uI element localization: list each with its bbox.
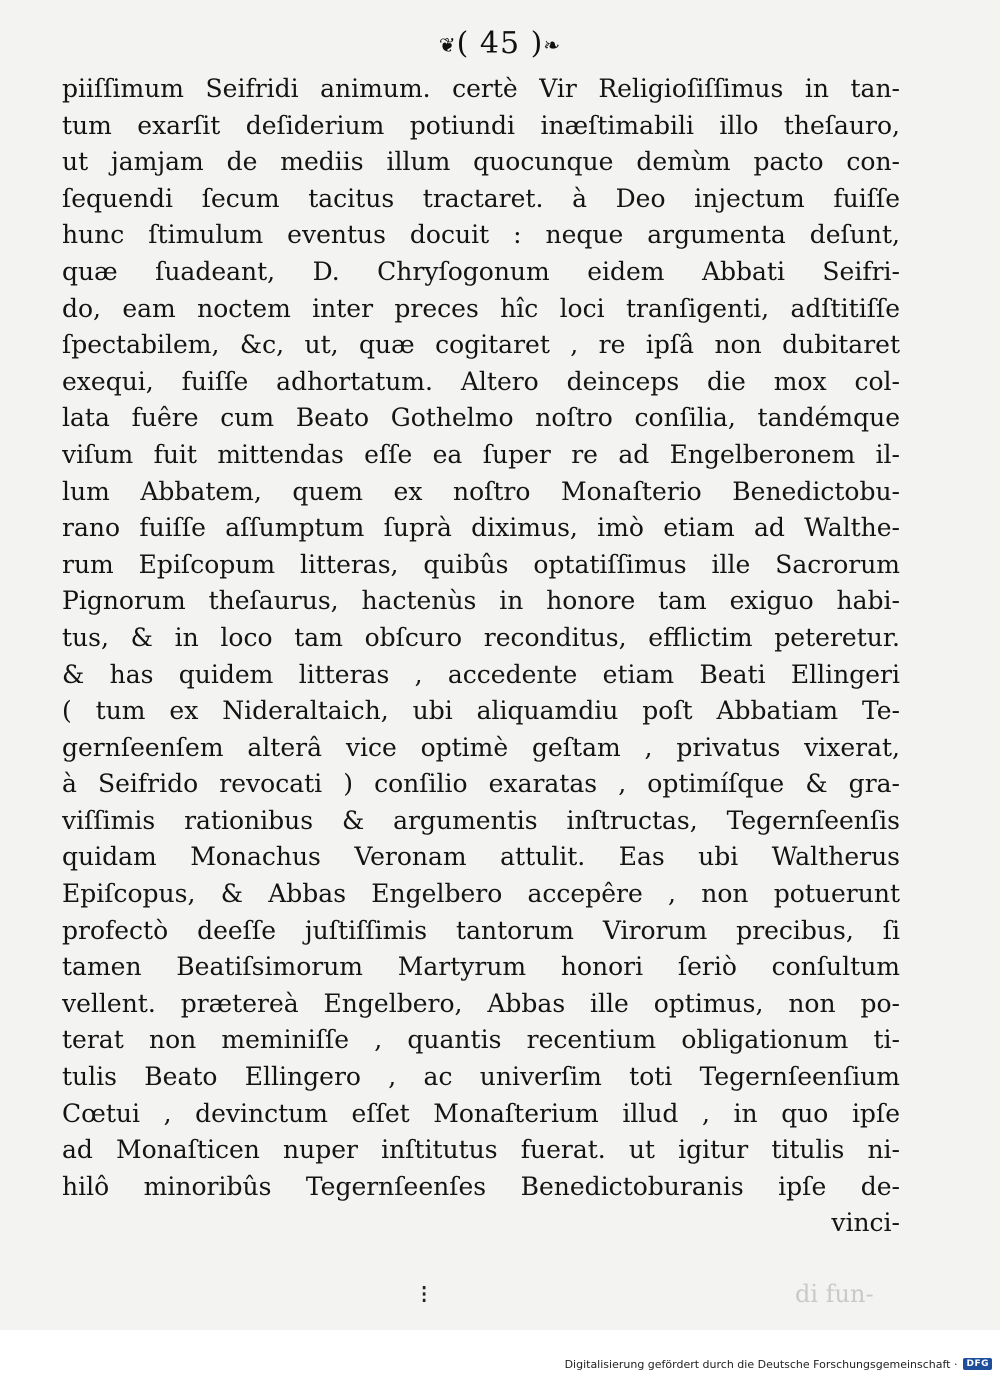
text-line: profectò deeſſe juſtiſſimis tantorum Virorum precibus, ſi — [62, 915, 900, 945]
text-line: ut jamjam de mediis illum quocunque demùm pacto con- — [62, 147, 900, 177]
text-line: hilô minoribûs Tegernſeenſes Benedictoburanis ipſe de- — [62, 1171, 900, 1201]
text-line: do, eam noctem inter preces hîc loci tranſigenti, adſtitiſſe — [62, 293, 900, 323]
text-line: vellent. prætereà Engelbero, Abbas ille optimus, non po- — [62, 988, 900, 1018]
text-line: tulis Beato Ellingero , ac univerſim toti Tegernſeenſium — [62, 1062, 900, 1092]
text-line: rano fuiſſe aſſumptum ſuprà diximus, imò etiam ad Walthe- — [62, 513, 900, 543]
text-line: lum Abbatem, quem ex noſtro Monaſterio Benedictobu- — [62, 476, 900, 506]
text-line: Cœtui , devinctum eſſet Monaſterium illud , in quo ipſe — [62, 1098, 900, 1128]
text-line: piiſſimum Seifridi animum. certè Vir Religioſiſſimus in tan- — [62, 74, 900, 103]
text-line: ( tum ex Nideraltaich, ubi aliquamdiu poſt Abbatiam Te- — [62, 696, 900, 726]
page-number: ( 45 ) — [456, 26, 544, 61]
text-line: gernſeenſem alterâ vice optimè geſtam , privatus vixerat, — [62, 732, 900, 762]
text-line: tus, & in loco tam obſcuro reconditus, efflictim peteretur. — [62, 622, 900, 652]
text-line: ſpectabilem, &c, ut, quæ cogitaret , re ipſâ non dubitaret — [62, 330, 900, 360]
text-line: tum exarſit deſiderium potiundi inæſtimabili illo theſauro, — [62, 110, 900, 140]
text-line: à Seifrido revocati ) conſilio exaratas , optimíſque & gra- — [62, 769, 900, 799]
text-line: viſſimis rationibus & argumentis inſtructas, Tegernſeenſis — [62, 805, 900, 835]
right-ornament-icon: ❧ — [543, 33, 562, 57]
text-line: & has quidem litteras , accedente etiam Beati Ellingeri — [62, 659, 900, 689]
left-ornament-icon: ❦ — [438, 33, 457, 57]
text-line: lata fuêre cum Beato Gothelmo noſtro conſilia, tandémque — [62, 403, 900, 433]
bleed-through-right: di fun- — [795, 1280, 874, 1308]
body-text — [62, 71, 900, 1242]
text-line: hunc ſtimulum eventus docuit : neque argumenta deſunt, — [62, 220, 900, 250]
text-line: rum Epiſcopum litteras, quibûs optatiſſimus ille Sacrorum — [62, 549, 900, 579]
catchword: vinci- — [831, 1208, 900, 1238]
text-line: Epiſcopus, & Abbas Engelbero accepêre , non potuerunt — [62, 879, 900, 909]
text-line: Pignorum theſaurus, hactenùs in honore tam exiguo habi- — [62, 586, 900, 616]
text-line: terat non meminiſſe , quantis recentium obligationum ti- — [62, 1025, 900, 1055]
credit-text: Digitalisierung gefördert durch die Deutsche Forschungsgemeinschaft · — [564, 1357, 958, 1371]
dfg-logo[interactable]: DFG — [963, 1358, 992, 1370]
text-line: quidam Monachus Veronam attulit. Eas ubi Waltherus — [62, 842, 900, 872]
signature-mark: ⁝ — [420, 1280, 429, 1310]
text-line: quæ ſuadeant, D. Chryſogonum eidem Abbati Seifri- — [62, 256, 900, 286]
text-line: viſum fuit mittendas eſſe ea ſuper re ad Engelberonem il- — [62, 439, 900, 469]
text-line: ad Monaſticen nuper inſtitutus fuerat. ut igitur titulis ni- — [62, 1135, 900, 1165]
text-line: ſequendi ſecum tacitus tractaret. à Deo injectum fuiſſe — [62, 183, 900, 213]
text-line: tamen Beatiſsimorum Martyrum honori ſeriò conſultum — [62, 952, 900, 982]
digitization-credit — [565, 1356, 992, 1372]
page-number-header — [0, 26, 1000, 61]
text-line: exequi, fuiſſe adhortatum. Altero deinceps die mox col- — [62, 366, 900, 396]
